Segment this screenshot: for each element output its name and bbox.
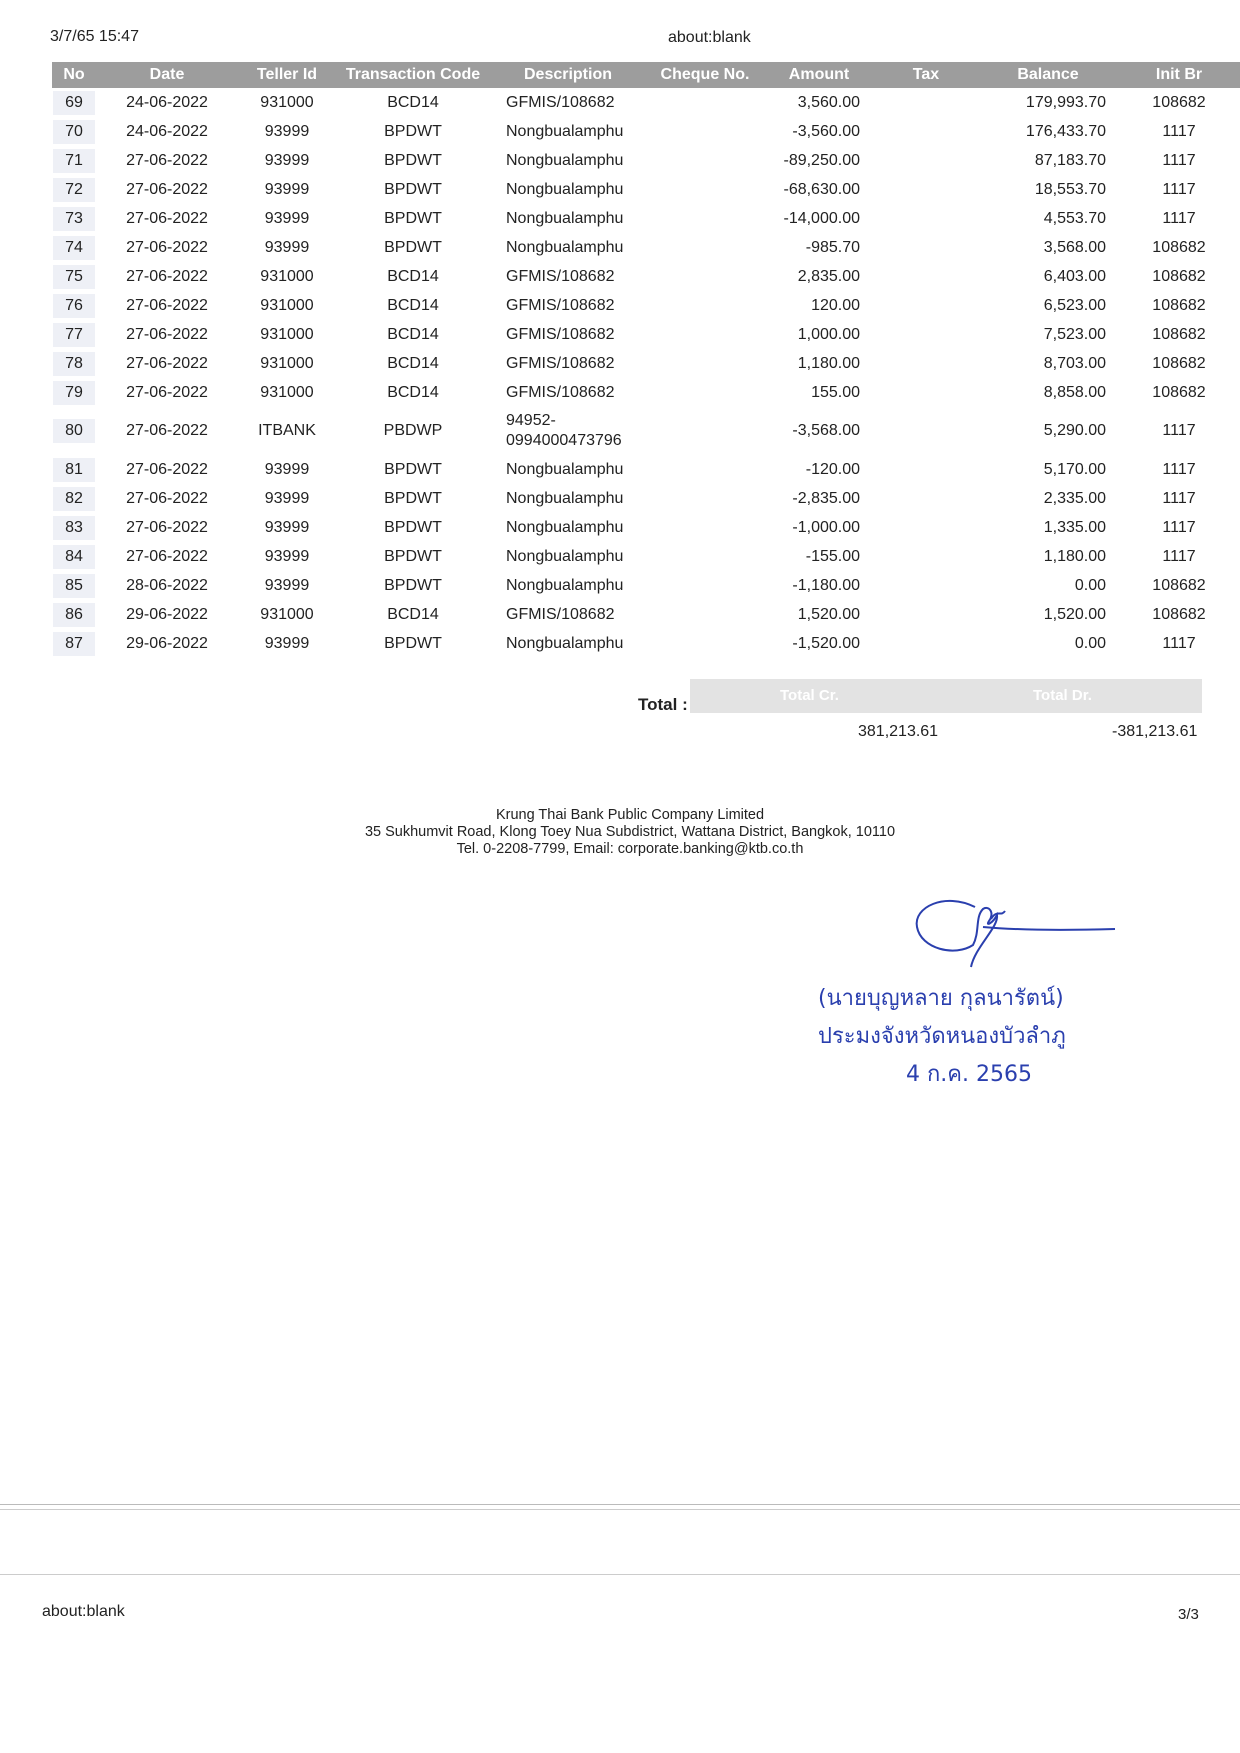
row-no-value: 75 [53, 265, 95, 289]
row-init-br: 108682 [1152, 267, 1206, 285]
row-no [52, 88, 96, 117]
row-tax [874, 262, 978, 291]
row-no [52, 378, 96, 407]
row-init-br: 1117 [1162, 518, 1196, 536]
row-no-value: 84 [53, 545, 95, 569]
row-teller-id: 931000 [260, 605, 314, 623]
row-tax [874, 291, 978, 320]
row-init-br: 108682 [1152, 354, 1206, 372]
row-init-br: 1117 [1162, 209, 1196, 227]
row-tax [874, 513, 978, 542]
row-cheque-no [646, 146, 764, 175]
row-transaction-code: BPDWT [384, 489, 442, 507]
row-no [52, 175, 96, 204]
table-row [52, 349, 1240, 378]
col-header-no: No [52, 62, 96, 88]
row-date: 27-06-2022 [126, 460, 208, 478]
stamp-date: 4 ก.ค. 2565 [906, 1062, 1032, 1087]
table-row [52, 571, 1240, 600]
row-no [52, 349, 96, 378]
row-tax [874, 455, 978, 484]
company-address: 35 Sukhumvit Road, Klong Toey Nua Subdistrict, Wattana District, Bangkok, 10110 [364, 824, 896, 840]
row-init-br: 108682 [1152, 238, 1206, 256]
row-amount: -1,520.00 [792, 634, 860, 652]
row-amount: -2,835.00 [792, 489, 860, 507]
row-amount: -3,560.00 [792, 122, 860, 140]
row-tax [874, 484, 978, 513]
row-cheque-no [646, 88, 764, 117]
row-tax [874, 233, 978, 262]
row-init-br: 108682 [1152, 93, 1206, 111]
row-teller-id: 93999 [264, 518, 310, 536]
table-row [52, 378, 1240, 407]
row-no-value: 86 [53, 603, 95, 627]
row-cheque-no [646, 262, 764, 291]
row-teller-id: 93999 [264, 489, 310, 507]
row-teller-id: 931000 [260, 325, 314, 343]
col-header-date: Date [96, 62, 238, 88]
col-header-tax: Tax [874, 62, 978, 88]
total-dr-label: Total Dr. [1033, 687, 1092, 704]
row-transaction-code: BPDWT [384, 180, 442, 198]
stamp-name: (นายบุญหลาย กุลนารัตน์) [818, 986, 1064, 1011]
row-init-br: 1117 [1162, 634, 1196, 652]
table-row [52, 117, 1240, 146]
row-transaction-code: BPDWT [384, 209, 442, 227]
row-cheque-no [646, 484, 764, 513]
row-transaction-code: BPDWT [384, 518, 442, 536]
row-cheque-no [646, 204, 764, 233]
row-no [52, 204, 96, 233]
row-cheque-no [646, 513, 764, 542]
row-transaction-code: BCD14 [387, 93, 439, 111]
row-no-value: 79 [53, 381, 95, 405]
row-date: 27-06-2022 [126, 267, 208, 285]
row-no [52, 233, 96, 262]
row-date: 27-06-2022 [126, 489, 208, 507]
footer-url: about:blank [42, 1603, 125, 1620]
company-contact: Tel. 0-2208-7799, Email: corporate.banking@ktb.co.th [456, 841, 804, 857]
row-no [52, 600, 96, 629]
row-balance: 1,180.00 [1043, 547, 1106, 565]
row-date: 27-06-2022 [126, 209, 208, 227]
row-teller-id: 931000 [260, 296, 314, 314]
row-cheque-no [646, 233, 764, 262]
row-description: Nongbualamphu [506, 489, 624, 507]
row-amount: -14,000.00 [783, 209, 860, 227]
row-description: Nongbualamphu [506, 180, 624, 198]
row-amount: -120.00 [805, 460, 860, 478]
row-description-line2: 0994000473796 [506, 432, 622, 449]
table-row [52, 88, 1240, 117]
row-transaction-code: BCD14 [387, 605, 439, 623]
row-date: 27-06-2022 [126, 238, 208, 256]
company-name: Krung Thai Bank Public Company Limited [495, 807, 765, 823]
row-transaction-code: BCD14 [387, 296, 439, 314]
row-tax [874, 542, 978, 571]
row-date: 24-06-2022 [126, 122, 208, 140]
table-row [52, 455, 1240, 484]
row-init-br: 1117 [1162, 547, 1196, 565]
row-description: Nongbualamphu [506, 238, 624, 256]
total-cr-label: Total Cr. [780, 687, 839, 704]
row-no-value: 73 [53, 207, 95, 231]
row-teller-id: 93999 [264, 122, 310, 140]
row-amount: 3,560.00 [797, 93, 860, 111]
row-init-br: 108682 [1152, 325, 1206, 343]
row-no [52, 571, 96, 600]
row-description: Nongbualamphu [506, 122, 624, 140]
row-balance: 3,568.00 [1043, 238, 1106, 256]
row-amount: 1,000.00 [797, 325, 860, 343]
row-balance: 87,183.70 [1034, 151, 1106, 169]
table-row [52, 407, 1240, 455]
row-init-br: 1117 [1162, 460, 1196, 478]
row-tax [874, 378, 978, 407]
row-description: Nongbualamphu [506, 518, 624, 536]
page-title: about:blank [668, 29, 751, 46]
table-row [52, 484, 1240, 513]
row-no [52, 146, 96, 175]
row-description: GFMIS/108682 [506, 354, 615, 372]
col-header-amount: Amount [764, 62, 874, 88]
row-tax [874, 175, 978, 204]
row-cheque-no [646, 600, 764, 629]
row-balance: 0.00 [1074, 576, 1106, 594]
row-no-value: 85 [53, 574, 95, 598]
row-teller-id: 931000 [260, 383, 314, 401]
row-cheque-no [646, 455, 764, 484]
row-no [52, 629, 96, 658]
row-balance: 8,858.00 [1043, 383, 1106, 401]
col-header-teller: Teller Id [238, 62, 336, 88]
row-amount: 155.00 [811, 383, 860, 401]
total-label: Total : [638, 695, 688, 714]
row-amount: 1,180.00 [797, 354, 860, 372]
row-tax [874, 88, 978, 117]
row-no [52, 484, 96, 513]
row-balance: 4,553.70 [1043, 209, 1106, 227]
row-transaction-code: BCD14 [387, 267, 439, 285]
row-tax [874, 571, 978, 600]
print-datetime: 3/7/65 15:47 [50, 28, 139, 45]
row-no [52, 291, 96, 320]
row-tax [874, 407, 978, 455]
row-amount: -68,630.00 [783, 180, 860, 198]
row-balance: 18,553.70 [1034, 180, 1106, 198]
row-cheque-no [646, 320, 764, 349]
row-description [490, 407, 646, 455]
row-cheque-no [646, 349, 764, 378]
row-cheque-no [646, 407, 764, 455]
row-balance: 6,403.00 [1043, 267, 1106, 285]
col-header-code: Transaction Code [336, 62, 490, 88]
row-init-br: 108682 [1152, 576, 1206, 594]
col-header-description: Description [490, 62, 646, 88]
table-body [52, 88, 1240, 658]
row-description: GFMIS/108682 [506, 383, 615, 401]
row-description: GFMIS/108682 [506, 605, 615, 623]
row-no [52, 455, 96, 484]
row-date: 27-06-2022 [126, 383, 208, 401]
row-tax [874, 629, 978, 658]
row-no-value: 83 [53, 516, 95, 540]
row-teller-id: 93999 [264, 634, 310, 652]
row-no-value: 82 [53, 487, 95, 511]
bank-footer [300, 807, 960, 858]
table-row [52, 291, 1240, 320]
row-no-value: 87 [53, 632, 95, 656]
row-amount: 1,520.00 [797, 605, 860, 623]
row-date: 27-06-2022 [126, 151, 208, 169]
row-date: 27-06-2022 [126, 325, 208, 343]
row-no-value: 81 [53, 458, 95, 482]
signature-image [905, 887, 1125, 977]
row-amount: -985.70 [805, 238, 860, 256]
row-date: 29-06-2022 [126, 605, 208, 623]
row-amount: -155.00 [805, 547, 860, 565]
row-no-value: 78 [53, 352, 95, 376]
row-date: 27-06-2022 [126, 354, 208, 372]
table-row [52, 513, 1240, 542]
row-balance: 5,170.00 [1043, 460, 1106, 478]
row-transaction-code: BPDWT [384, 576, 442, 594]
row-teller-id: 931000 [260, 267, 314, 285]
row-balance: 7,523.00 [1043, 325, 1106, 343]
table-row [52, 146, 1240, 175]
row-balance: 176,433.70 [1025, 122, 1106, 140]
row-cheque-no [646, 542, 764, 571]
row-no [52, 542, 96, 571]
row-description: Nongbualamphu [506, 460, 624, 478]
row-cheque-no [646, 378, 764, 407]
row-balance: 5,290.00 [1043, 422, 1106, 439]
row-no [52, 262, 96, 291]
row-transaction-code: BPDWT [384, 460, 442, 478]
page-divider-lower [0, 1574, 1240, 1575]
row-init-br: 108682 [1152, 605, 1206, 623]
row-balance: 179,993.70 [1025, 93, 1106, 111]
row-tax [874, 146, 978, 175]
row-transaction-code: BPDWT [384, 547, 442, 565]
col-header-cheque: Cheque No. [646, 62, 764, 88]
row-init-br: 108682 [1152, 383, 1206, 401]
row-tax [874, 320, 978, 349]
row-description-line1: 94952- [506, 412, 556, 429]
row-amount: -89,250.00 [783, 151, 860, 169]
row-no-value: 69 [53, 91, 95, 115]
row-date: 27-06-2022 [126, 180, 208, 198]
row-date: 27-06-2022 [126, 296, 208, 314]
total-cr-value: 381,213.61 [858, 723, 939, 740]
row-description: GFMIS/108682 [506, 267, 615, 285]
col-header-balance: Balance [978, 62, 1118, 88]
row-init-br: 1117 [1162, 180, 1196, 198]
row-transaction-code: BCD14 [387, 383, 439, 401]
row-teller-id: 93999 [264, 547, 310, 565]
row-teller-id: 93999 [264, 576, 310, 594]
row-transaction-code: BPDWT [384, 122, 442, 140]
row-date: 27-06-2022 [126, 422, 208, 439]
row-amount: -1,000.00 [792, 518, 860, 536]
row-init-br: 1117 [1162, 489, 1196, 507]
row-date: 29-06-2022 [126, 634, 208, 652]
row-description: Nongbualamphu [506, 209, 624, 227]
row-teller-id: 931000 [260, 354, 314, 372]
row-teller-id: 93999 [264, 151, 310, 169]
row-transaction-code: PBDWP [383, 422, 443, 439]
table-row [52, 542, 1240, 571]
row-balance: 6,523.00 [1043, 296, 1106, 314]
table-row [52, 204, 1240, 233]
row-balance: 1,520.00 [1043, 605, 1106, 623]
row-teller-id: 931000 [260, 93, 314, 111]
row-description: Nongbualamphu [506, 576, 624, 594]
row-balance: 8,703.00 [1043, 354, 1106, 372]
row-no [52, 513, 96, 542]
row-no [52, 117, 96, 146]
stamp-title: ประมงจังหวัดหนองบัวลำภู [818, 1024, 1066, 1049]
page-divider [0, 1504, 1240, 1510]
transaction-table [52, 62, 1240, 658]
total-bar [690, 679, 1202, 713]
row-no-value: 72 [53, 178, 95, 202]
row-date: 27-06-2022 [126, 518, 208, 536]
row-description: GFMIS/108682 [506, 93, 615, 111]
row-date: 28-06-2022 [126, 576, 208, 594]
row-description: GFMIS/108682 [506, 296, 615, 314]
row-cheque-no [646, 291, 764, 320]
row-cheque-no [646, 117, 764, 146]
row-no-value: 74 [53, 236, 95, 260]
row-tax [874, 600, 978, 629]
row-tax [874, 117, 978, 146]
row-teller-id: 93999 [264, 460, 310, 478]
row-transaction-code: BCD14 [387, 354, 439, 372]
table-row [52, 320, 1240, 349]
row-no-value: 76 [53, 294, 95, 318]
row-no [52, 407, 96, 455]
row-no-value: 71 [53, 149, 95, 173]
row-no-value: 77 [53, 323, 95, 347]
total-dr-value: -381,213.61 [1112, 723, 1198, 740]
row-teller-id: 93999 [264, 238, 310, 256]
row-balance: 2,335.00 [1043, 489, 1106, 507]
row-date: 27-06-2022 [126, 547, 208, 565]
row-init-br: 1117 [1162, 151, 1196, 169]
row-teller-id: 93999 [264, 180, 310, 198]
row-no [52, 320, 96, 349]
row-transaction-code: BPDWT [384, 151, 442, 169]
table-row [52, 233, 1240, 262]
row-cheque-no [646, 571, 764, 600]
row-init-br: 1117 [1162, 422, 1196, 439]
row-tax [874, 204, 978, 233]
row-no-value: 70 [53, 120, 95, 144]
col-header-init-br: Init Br [1118, 62, 1240, 88]
row-amount: 2,835.00 [797, 267, 860, 285]
row-init-br: 1117 [1162, 122, 1196, 140]
row-cheque-no [646, 175, 764, 204]
table-row [52, 262, 1240, 291]
row-teller-id: 93999 [264, 209, 310, 227]
row-description: Nongbualamphu [506, 634, 624, 652]
row-no-value: 80 [53, 419, 95, 443]
row-tax [874, 349, 978, 378]
row-date: 24-06-2022 [126, 93, 208, 111]
row-balance: 1,335.00 [1043, 518, 1106, 536]
row-teller-id: ITBANK [258, 422, 316, 439]
table-row [52, 175, 1240, 204]
row-transaction-code: BCD14 [387, 325, 439, 343]
row-description: Nongbualamphu [506, 151, 624, 169]
official-stamp [818, 980, 1066, 1094]
row-amount: 120.00 [811, 296, 860, 314]
row-transaction-code: BPDWT [384, 634, 442, 652]
row-balance: 0.00 [1074, 634, 1106, 652]
table-header-row [52, 62, 1240, 88]
row-description: GFMIS/108682 [506, 325, 615, 343]
page-number: 3/3 [1178, 1606, 1199, 1623]
row-transaction-code: BPDWT [384, 238, 442, 256]
row-description: Nongbualamphu [506, 547, 624, 565]
row-cheque-no [646, 629, 764, 658]
row-amount: -1,180.00 [792, 576, 860, 594]
table-row [52, 629, 1240, 658]
table-row [52, 600, 1240, 629]
row-init-br: 108682 [1152, 296, 1206, 314]
row-amount: -3,568.00 [792, 422, 860, 439]
